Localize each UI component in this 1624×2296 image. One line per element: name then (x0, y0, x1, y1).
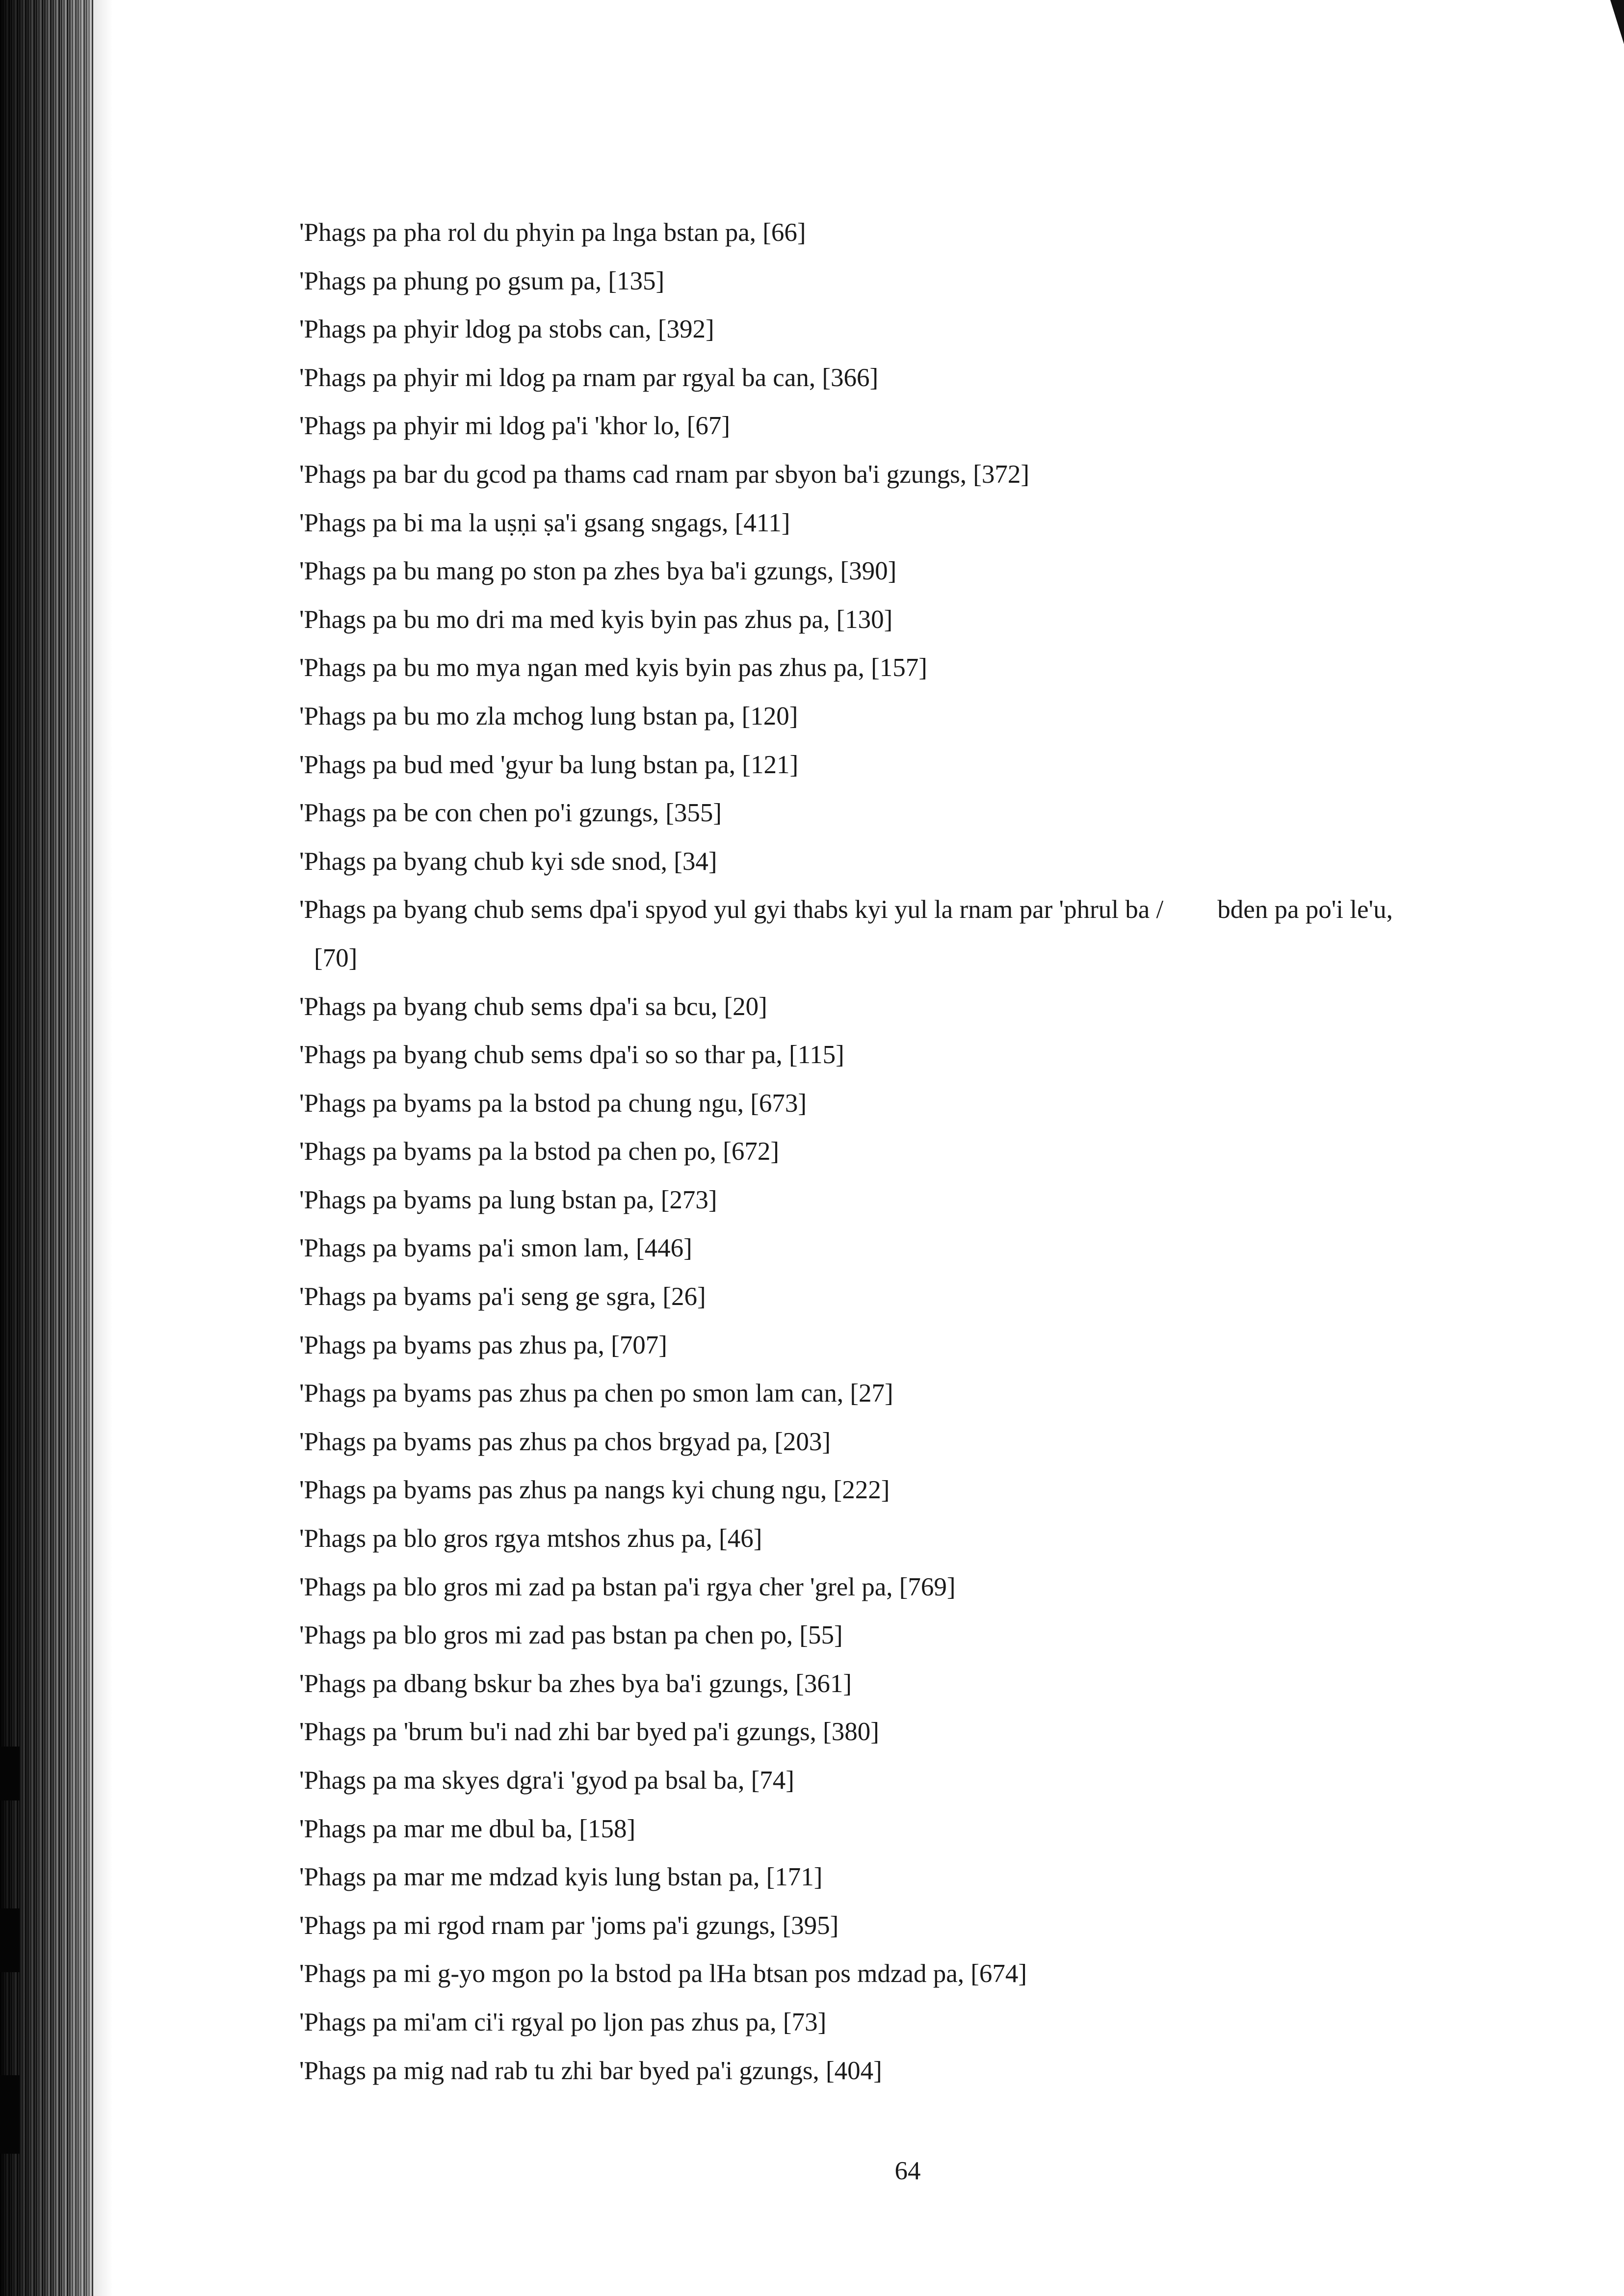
index-entry: 'Phags pa byams pa la bstod pa chen po, [672] (299, 1137, 780, 1166)
index-entry: 'Phags pa mi'am ci'i rgyal po ljon pas zhus pa, [73] (299, 2008, 827, 2036)
index-entry: 'Phags pa byams pas zhus pa, [707] (299, 1331, 667, 1359)
scan-corner-mark (1610, 0, 1624, 44)
index-entry: 'Phags pa phyir mi ldog pa rnam par rgyal ba can, [366] (299, 363, 879, 392)
index-entry: 'Phags pa byams pa'i seng ge sgra, [26] (299, 1282, 706, 1311)
index-entry: 'Phags pa bud med 'gyur ba lung bstan pa, [121] (299, 750, 799, 779)
index-entry: 'Phags pa mi g-yo mgon po la bstod pa lHa btsan pos mdzad pa, [674] (299, 1959, 1027, 1988)
index-entry: 'Phags pa blo gros rgya mtshos zhus pa, [46] (299, 1524, 762, 1553)
index-entry: 'Phags pa mig nad rab tu zhi bar byed pa'i gzungs, [404] (299, 2056, 882, 2085)
index-entry-list (299, 209, 1555, 2095)
scan-binding-mark (0, 1908, 20, 1972)
scan-binding-mark (0, 2075, 20, 2154)
index-entry: 'Phags pa byams pa lung bstan pa, [273] (299, 1185, 717, 1214)
index-entry: 'Phags pa phyir mi ldog pa'i 'khor lo, [67] (299, 412, 731, 441)
index-entry: 'Phags pa 'brum bu'i nad zhi bar byed pa'i gzungs, [380] (299, 1718, 879, 1747)
index-entry: 'Phags pa phyir ldog pa stobs can, [392] (299, 315, 714, 344)
index-entry: 'Phags pa bu mo mya ngan med kyis byin pas zhus pa, [157] (299, 653, 927, 682)
index-entry: 'Phags pa phung po gsum pa, [135] (299, 266, 665, 295)
page-number: 64 (894, 2157, 921, 2185)
index-entry: 'Phags pa be con chen po'i gzungs, [355] (299, 799, 722, 828)
index-entry: 'Phags pa bu mo zla mchog lung bstan pa, [120] (299, 702, 798, 731)
index-entry: 'Phags pa byang chub kyi sde snod, [34] (299, 847, 717, 876)
index-entry: 'Phags pa ma skyes dgra'i 'gyod pa bsal ba, [74] (299, 1766, 794, 1795)
index-entry: 'Phags pa pha rol du phyin pa lnga bstan pa, [66] (299, 218, 806, 247)
index-entry: 'Phags pa byang chub sems dpa'i sa bcu, [20] (299, 992, 767, 1021)
index-entry: 'Phags pa mar me dbul ba, [158] (299, 1814, 636, 1843)
wrapped-entry-text: 'Phags pa byang chub sems dpa'i spyod yul gyi thabs kyi yul la rnam par 'phrul ba / (299, 895, 1164, 924)
index-entry: 'Phags pa blo gros mi zad pas bstan pa chen po, [55] (299, 1621, 843, 1650)
index-entry: 'Phags pa mi rgod rnam par 'joms pa'i gzungs, [395] (299, 1911, 839, 1940)
scan-binding-shadow (74, 0, 113, 2296)
scan-binding-mark (0, 1747, 20, 1800)
index-entry: 'Phags pa bu mang po ston pa zhes bya ba'i gzungs, [390] (299, 557, 897, 586)
index-entry: 'Phags pa dbang bskur ba zhes bya ba'i gzungs, [361] (299, 1669, 852, 1698)
index-entry: 'Phags pa byams pas zhus pa chen po smon lam can, [27] (299, 1379, 893, 1408)
index-entry: 'Phags pa mar me mdzad kyis lung bstan pa, [171] (299, 1863, 823, 1892)
wrapped-entry-first-line (299, 886, 1555, 934)
index-entry: 'Phags pa blo gros mi zad pa bstan pa'i rgya cher 'grel pa, [769] (299, 1572, 956, 1601)
wrapped-entry-continuation: bden pa po'i le'u, (1217, 895, 1393, 924)
index-entry: 'Phags pa bar du gcod pa thams cad rnam par sbyon ba'i gzungs, [372] (299, 460, 1030, 489)
index-entry: 'Phags pa byams pa'i smon lam, [446] (299, 1234, 692, 1263)
index-entry: 'Phags pa byams pas zhus pa nangs kyi chung ngu, [222] (299, 1476, 890, 1505)
index-entry: 'Phags pa bu mo dri ma med kyis byin pas zhus pa, [130] (299, 605, 893, 634)
index-entry: 'Phags pa bi ma la uṣṇi ṣa'i gsang sngags, [411] (299, 508, 790, 537)
index-entry: 'Phags pa byams pa la bstod pa chung ngu, [673] (299, 1089, 807, 1118)
wrapped-entry-reference: [70] (314, 943, 358, 972)
index-entry: 'Phags pa byang chub sems dpa'i so so thar pa, [115] (299, 1041, 844, 1070)
index-entry-wrapped (299, 886, 1555, 982)
index-entry: 'Phags pa byams pas zhus pa chos brgyad pa, [203] (299, 1427, 831, 1456)
